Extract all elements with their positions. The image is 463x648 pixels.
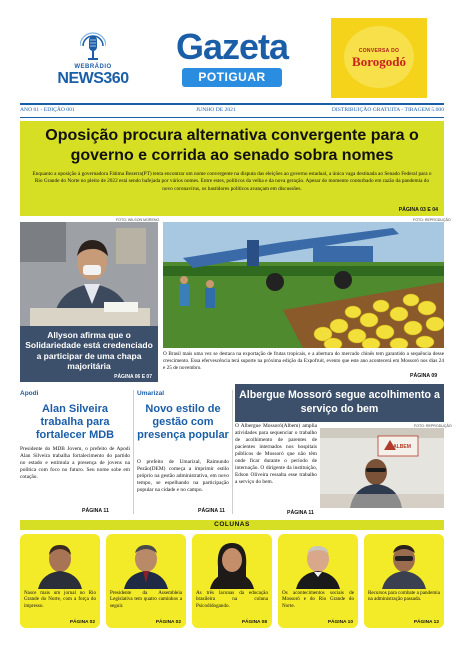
headline-box[interactable] xyxy=(20,121,444,216)
albem-scene-icon xyxy=(320,428,444,508)
column-card[interactable] xyxy=(364,534,444,628)
column-page-ref: PÁGINA 08 xyxy=(241,620,267,625)
columns-header: COLUNAS xyxy=(20,520,444,530)
feature-left-box[interactable] xyxy=(20,326,158,382)
photo-credit: FOTO: WILSON MORENO xyxy=(116,217,160,222)
newspaper-subtitle: POTIGUAR xyxy=(182,68,282,87)
columnist-avatar-icon xyxy=(288,537,348,589)
photo-credit: FOTO: REPRODUÇÃO xyxy=(413,217,451,222)
headline-lead: Enquanto a oposição à governadora Fátima Bezerra(PT) tenta encontrar um nome convergente na disputa das eleições ao governo estadual, a única vaga destinada ao Senado Federal para o Rio Grande do Norte no pleito de 2022 está sendo bafejada por vários nomes. Entre estes, políticos da velha e da nova geração. Apesar do momento conturbado em razão da pandemia do novo coronavírus, os bastidores políticos avançam em discussões. xyxy=(32,171,432,192)
edition-number: ANO 01 - EDIÇÃO 001 xyxy=(20,107,75,113)
borogodo-logo-text: Borogodó xyxy=(352,54,406,69)
fruit-caption: O Brasil mais uma vez se destaca na exportação de frutas tropicais, e a abertura do mercado chinês tem garantido a sequência desse crescimento. Essa efervescência terá suporte na próxima edição da Expofruit, evento que este ano acontecerá em Mossoró nos dias 24 e 25 de novembro. xyxy=(163,351,444,371)
article-page-ref: PÁGINA 11 xyxy=(82,508,109,514)
column-text: Presidente da Assembleia Legislativa tem quatro caminhos a seguir. xyxy=(110,590,182,609)
fruit-harvest-photo xyxy=(163,222,444,348)
divider xyxy=(20,117,444,118)
albem-sign-text: ALBEM xyxy=(393,444,411,450)
headline-page-ref: PÁGINA 03 E 04 xyxy=(398,207,438,213)
feature-left-title[interactable]: Allyson afirma que o Solidariedade está credenciado a participar de uma chapa majoritária xyxy=(25,330,153,372)
section-label-umarizal: Umarizal xyxy=(137,390,165,397)
news360-logo-text: NEWS360 xyxy=(57,70,129,87)
politician-portrait-icon xyxy=(20,222,158,326)
column-card[interactable] xyxy=(192,534,272,628)
column-text: Nasce mais um jornal no Rio Grande do Norte, com a força do impresso. xyxy=(24,590,96,609)
column-page-ref: PÁGINA 02 xyxy=(155,620,181,625)
article-page-ref: PÁGINA 11 xyxy=(287,510,314,516)
fruit-page-ref: PÁGINA 09 xyxy=(410,373,438,379)
news360-logo-top: WEBRÁDIO xyxy=(74,64,112,70)
allyson-photo xyxy=(20,222,158,326)
headline-title[interactable]: Oposição procura alternativa convergente para o governo e corrida ao senado sobra nomes xyxy=(45,127,419,164)
columnist-avatar-icon xyxy=(374,537,434,589)
column-page-ref: PÁGINA 02 xyxy=(69,620,95,625)
column-page-ref: PÁGINA 12 xyxy=(413,620,439,625)
column-card[interactable] xyxy=(20,534,100,628)
microphone-icon xyxy=(80,32,106,62)
article-body-albergue: O Albergue Mossoró(Albem) amplia atividades para sequenciar o trabalho de acolhimento de parentes de pacientes internados nos hospitais públicos de Mossoró que não têm onde ficar durante o período de internação. O dirigente da instituição, Edson Oliveira ressalta esse trabalho a serviço do bem. xyxy=(235,423,317,485)
columnist-avatar-icon xyxy=(30,537,90,589)
harvest-scene-icon xyxy=(163,222,444,348)
distribution-info: DISTRIBUIÇÃO GRATUITA - TIRAGEM 5.000 xyxy=(331,107,444,113)
edition-date: JUNHO DE 2021 xyxy=(196,107,236,113)
article-body-umarizal: O prefeito de Umarizal, Raimundo Pezão(DEM) começa a imprimir estilo próprio na gestão administrativa, em novo tempo, se espelhando na participação popular na cidade e no campo. xyxy=(137,459,229,493)
column-text: As três lacunas da educação brasileira na coluna Psicodidogando. xyxy=(196,590,268,609)
columnist-avatar-icon xyxy=(116,537,176,589)
article-title-albergue[interactable]: Albergue Mossoró segue acolhimento a serviço do bem xyxy=(239,389,440,415)
news360-logo xyxy=(52,30,134,92)
feature-left-page-ref: PÁGINA 06 E 07 xyxy=(114,374,152,380)
column-card[interactable] xyxy=(106,534,186,628)
column-divider xyxy=(133,390,134,514)
albem-photo xyxy=(320,428,444,508)
article-title-umarizal[interactable]: Novo estilo de gestão com presença popular xyxy=(137,403,229,441)
column-text: Os acontecimentos sociais de Mossoró e do Rio Grande do Norte. xyxy=(282,590,354,609)
article-body-apodi: Presidente do MDB Jovem, o prefeito de Apodi Alan Silveira trabalha fortalecimento do partido no estado e estimula a presença de jovens na política com foco no futuro. Seu nome sobe em cotação. xyxy=(20,446,130,480)
borogodo-logo-top: CONVERSA DO xyxy=(358,48,400,54)
column-page-ref: PÁGINA 10 xyxy=(327,620,353,625)
columnist-avatar-icon xyxy=(202,537,262,589)
gazeta-logo xyxy=(150,26,314,92)
borogodo-logo xyxy=(331,18,427,98)
photo-credit: FOTO: REPRODUÇÃO xyxy=(414,423,452,428)
column-text: Recursos para combate a pandemia na administração passada. xyxy=(368,590,440,603)
divider xyxy=(20,103,444,105)
article-page-ref: PÁGINA 11 xyxy=(198,508,225,514)
article-title-apodi[interactable]: Alan Silveira trabalha para fortalecer MDB xyxy=(35,403,115,441)
albergue-title-box[interactable] xyxy=(235,384,444,422)
newspaper-title: Gazeta xyxy=(175,26,289,67)
section-label-apodi: Apodi xyxy=(20,390,39,397)
column-divider xyxy=(232,390,233,514)
edition-info-bar xyxy=(20,107,444,117)
column-card[interactable] xyxy=(278,534,358,628)
